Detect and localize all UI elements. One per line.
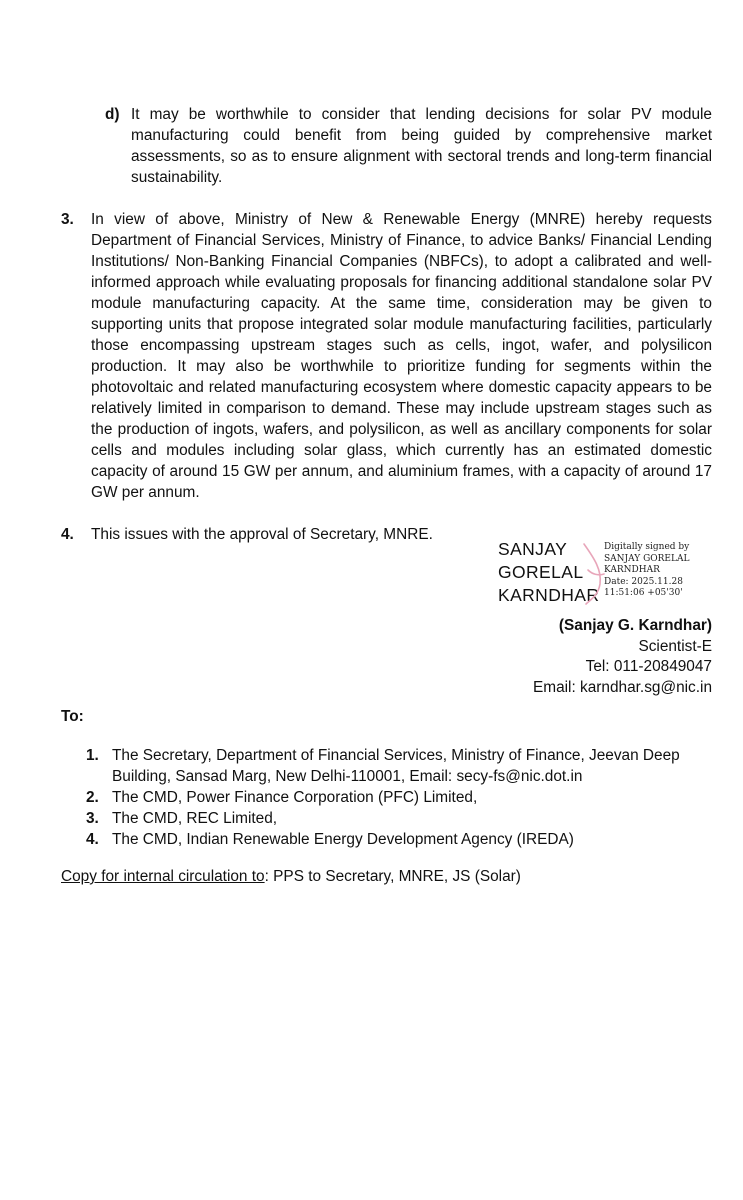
signatory-details [533,616,712,698]
list-item-marker: 4. [86,831,99,848]
list-item-text: The CMD, REC Limited, [112,810,278,827]
list-item-text: The CMD, Indian Renewable Energy Development Agency (IREDA) [112,831,574,848]
signatory-tel: Tel: 011-20849047 [585,658,712,675]
copy-label: Copy for internal circulation to [61,868,265,885]
paragraph-marker: 4. [61,526,74,543]
list-item [86,787,712,808]
list-item-marker: 3. [86,810,99,827]
signature-meta-line: Digitally signed by [604,542,690,552]
list-item-marker: 1. [86,747,99,764]
list-item-marker: 2. [86,789,99,806]
paragraph-text: This issues with the approval of Secretary, MNRE. [91,526,433,543]
recipient-list [86,745,712,850]
paragraph-3 [61,209,712,503]
list-item-text: The CMD, Power Finance Corporation (PFC) Limited, [112,789,478,806]
paragraph-text: It may be worthwhile to consider that lending decisions for solar PV module manufacturing could benefit from being guided by comprehensive market assessments, so as to ensure alignment with sectoral trends and long-term financial sustainability. [131,106,712,186]
signatory-email: Email: karndhar.sg@nic.in [532,678,712,696]
paragraph-text: In view of above, Ministry of New & Renewable Energy (MNRE) hereby requests Department of Financial Services, Ministry of Finance, to advice Banks/ Financial Lending Institutions/ Non-Banking Financial Companies (NBFCs), to adopt a calibrated and well-informed approach while evaluating proposals for financing additional standalone solar PV module manufacturing capacity. At the same time, consideration may be given to supporting units that propose integrated solar module manufacturing facilities, particularly those encompassing upstream stages such as cells, ingot, wafer, and polysilicon production. It may also be worthwhile to prioritize funding for segments within the photovoltaic and related manufacturing ecosystem where domestic capacity appears to be relatively limited in comparison to demand. These may include upstream stages such as the production of ingots, wafers, and polysilicon, as well as ancillary components for solar cells and modules including solar glass, which currently has an estimated domestic capacity of around 15 GW per annum, and aluminium frames, with a capacity of around 17 GW per annum. [91,211,712,501]
signature-stroke-icon [582,540,606,606]
signatory-designation: Scientist-E [638,637,712,655]
digital-signature [498,538,718,608]
list-item [86,808,712,829]
paragraph-d [105,104,712,188]
paragraph-marker: d) [105,106,120,123]
signature-meta-line: SANJAY GORELAL [604,553,690,564]
signature-meta-line: KARNDHAR [604,565,660,575]
signature-meta [604,542,689,600]
list-item-text: The Secretary, Department of Financial Services, Ministry of Finance, Jeevan Deep Building, Sansad Marg, New Delhi-110001, Email: secy-fs@nic.dot.in [112,747,680,785]
signature-meta-line: Date: 2025.11.28 [604,576,683,587]
paragraph-4 [61,524,433,545]
signature-name-line: SANJAY [498,539,568,559]
signatory-name: (Sanjay G. Karndhar) [558,617,712,634]
list-item [86,745,712,787]
signature-name-line: GORELAL [498,562,584,582]
list-item [86,829,712,850]
copy-text: : PPS to Secretary, MNRE, JS (Solar) [264,868,521,885]
signature-meta-line: 11:51:06 +05'30' [604,588,683,598]
to-label: To: [61,708,84,725]
signature-name-line: KARNDHAR [498,585,600,605]
copy-circulation [61,868,521,886]
paragraph-marker: 3. [61,211,74,228]
